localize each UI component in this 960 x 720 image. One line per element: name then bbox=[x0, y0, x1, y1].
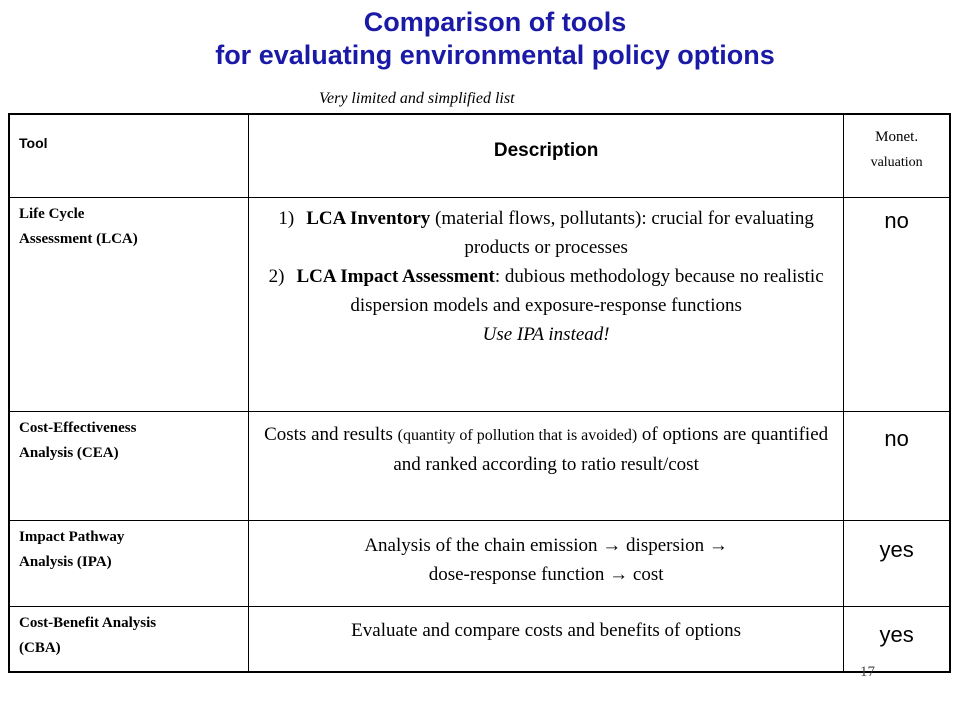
monet-ipa: yes bbox=[844, 520, 950, 606]
slide-title bbox=[0, 6, 960, 72]
lca-item-2: 2) LCA Impact Assessment: dubious methodology because no realistic dispersion models and exposure-response functions bbox=[268, 265, 824, 316]
monet-lca: no bbox=[844, 197, 950, 411]
header-row bbox=[9, 114, 950, 197]
description-lca bbox=[249, 197, 844, 411]
comparison-table bbox=[8, 113, 951, 673]
tool-name-ipa bbox=[9, 520, 249, 606]
tool-cea-line1: Cost-Effectiveness bbox=[19, 419, 137, 436]
tool-ipa-line1: Impact Pathway bbox=[19, 528, 125, 545]
description-cea: Costs and results (quantity of pollution that is avoided) of options are quantified and ranked according to ratio result/cost bbox=[249, 411, 844, 520]
tool-lca-line2: Assessment (LCA) bbox=[19, 230, 138, 247]
tool-ipa-line2: Analysis (IPA) bbox=[19, 553, 112, 570]
tool-cba-line1: Cost-Benefit Analysis bbox=[19, 614, 157, 631]
tool-name-lca bbox=[9, 197, 249, 411]
monet-cba: yes bbox=[844, 606, 950, 672]
header-monetary-valuation bbox=[844, 114, 950, 197]
tool-cea-line2: Analysis (CEA) bbox=[19, 444, 119, 461]
title-line-2: for evaluating environmental policy options bbox=[215, 40, 775, 70]
header-monet-line2: valuation bbox=[870, 155, 923, 170]
table-row-cba bbox=[9, 606, 950, 672]
table-row-lca bbox=[9, 197, 950, 411]
header-tool: Tool bbox=[9, 114, 249, 197]
header-monet-line1: Monet. bbox=[875, 129, 919, 145]
description-cba: Evaluate and compare costs and benefits of options bbox=[249, 606, 844, 672]
tool-name-cba bbox=[9, 606, 249, 672]
title-line-1: Comparison of tools bbox=[363, 7, 627, 37]
tool-cba-line2: (CBA) bbox=[19, 639, 61, 656]
table-row-ipa bbox=[9, 520, 950, 606]
tool-lca-line1: Life Cycle bbox=[19, 205, 85, 222]
subtitle: Very limited and simplified list bbox=[319, 90, 515, 107]
table-row-cea bbox=[9, 411, 950, 520]
description-ipa: Analysis of the chain emission → dispersion → dose-response function → cost bbox=[249, 520, 844, 606]
lca-note: Use IPA instead! bbox=[482, 323, 610, 345]
tool-name-cea bbox=[9, 411, 249, 520]
page-number: 17 bbox=[860, 664, 875, 680]
monet-cea: no bbox=[844, 411, 950, 520]
header-description: Description bbox=[249, 114, 844, 197]
lca-item-1: 1) LCA Inventory (material flows, pollutants): crucial for evaluating products or processes bbox=[278, 207, 814, 258]
